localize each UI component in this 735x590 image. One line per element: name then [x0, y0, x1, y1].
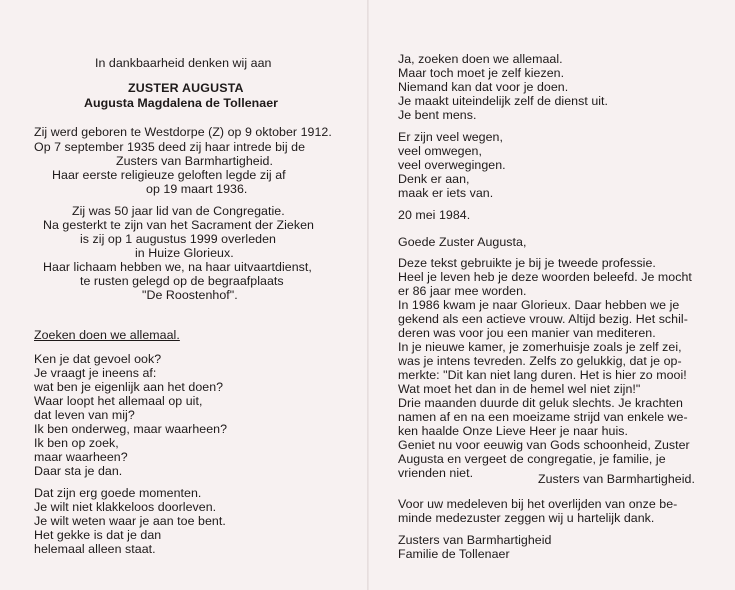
poem-line: Maar toch moet je zelf kiezen.	[398, 66, 565, 80]
letter-salutation: Goede Zuster Augusta,	[398, 235, 527, 249]
letter-line: Augusta en vergeet de congregatie, je familie, je	[398, 452, 666, 466]
poem-line: Ja, zoeken doen we allemaal.	[398, 52, 563, 66]
poem-line: Dat zijn erg goede momenten.	[34, 486, 202, 500]
poem-line: Het gekke is dat je dan	[34, 528, 162, 542]
letter-line: ken haalde Onze Lieve Heer je naar huis.	[398, 424, 628, 438]
letter-line: gekend als een actieve vrouw. Altijd bezig. Het schil-	[398, 312, 688, 326]
poem-line: Denk er aan,	[398, 172, 470, 186]
poem-line: Je wilt niet klakkeloos doorleven.	[34, 500, 217, 514]
bio-line: Haar lichaam hebben we, na haar uitvaartdienst,	[43, 260, 312, 274]
card-fold	[367, 0, 369, 590]
letter-line: In je nieuwe kamer, je zomerhuisje zoals je zelf zei,	[398, 340, 682, 354]
letter-line: Geniet nu voor eeuwig van Gods schoonheid, Zuster	[398, 438, 690, 452]
closing-line: Zusters van Barmhartigheid	[398, 533, 552, 547]
name-caps: ZUSTER AUGUSTA	[128, 81, 244, 95]
letter-line: merkte: "Dit kan niet lang duren. Het is hier zo mooi!	[398, 368, 687, 382]
bio-line: Haar eerste religieuze geloften legde zij af	[52, 168, 286, 182]
letter-line: Deze tekst gebruikte je bij je tweede professie.	[398, 256, 656, 270]
poem-line: helemaal alleen staat.	[34, 542, 156, 556]
letter-line: vrienden niet.	[398, 466, 474, 480]
letter-line: Wat moet het dan in de hemel wel niet zijn!"	[398, 382, 641, 396]
poem-line: maar waarheen?	[34, 450, 128, 464]
poem-line: Ken je dat gevoel ook?	[34, 352, 162, 366]
bio-line: op 19 maart 1936.	[146, 182, 248, 196]
bio-line: te rusten gelegd op de begraafplaats	[80, 274, 284, 288]
poem-line: Daar sta je dan.	[34, 464, 123, 478]
bio-line: Op 7 september 1935 deed zij haar intrede bij de	[34, 140, 306, 154]
poem-line: Je wilt weten waar je aan toe bent.	[34, 514, 226, 528]
poem-line: Niemand kan dat voor je doen.	[398, 80, 569, 94]
bio-line: "De Roostenhof".	[142, 288, 238, 302]
letter-line: Drie maanden duurde dit geluk slechts. Je krachten	[398, 396, 683, 410]
letter-line: er 86 jaar mee worden.	[398, 284, 527, 298]
intro-line: In dankbaarheid denken wij aan	[95, 56, 272, 70]
poem-line: veel omwegen,	[398, 144, 482, 158]
poem-line: Ik ben onderweg, maar waarheen?	[34, 422, 228, 436]
poem-line: maak er iets van.	[398, 186, 494, 200]
poem-line: Je bent mens.	[398, 108, 477, 122]
poem-title: Zoeken doen we allemaal.	[34, 328, 180, 342]
poem-date: 20 mei 1984.	[398, 208, 471, 222]
letter-line: was je intens tevreden. Zelfs zo gelukkig, dat je op-	[398, 354, 682, 368]
poem-line: dat leven van mij?	[34, 408, 135, 422]
poem-line: Waar loopt het allemaal op uit,	[34, 394, 203, 408]
bio-line: Na gesterkt te zijn van het Sacrament der Zieken	[43, 218, 314, 232]
full-name: Augusta Magdalena de Tollenaer	[84, 96, 279, 110]
bio-line: is zij op 1 augustus 1999 overleden	[80, 232, 277, 246]
poem-line: wat ben je eigenlijk aan het doen?	[34, 380, 224, 394]
letter-signature: Zusters van Barmhartigheid.	[538, 472, 695, 486]
thanks-line: Voor uw medeleven bij het overlijden van onze be-	[398, 497, 678, 511]
poem-line: veel overwegingen.	[398, 158, 506, 172]
bio-line: Zij was 50 jaar lid van de Congregatie.	[72, 204, 285, 218]
poem-line: Ik ben op zoek,	[34, 436, 119, 450]
bio-line: Zusters van Barmhartigheid.	[116, 154, 273, 168]
letter-line: deren was voor jou een manier van mediteren.	[398, 326, 656, 340]
letter-line: namen af en na een moeizame strijd van enkele we-	[398, 410, 688, 424]
poem-line: Er zijn veel wegen,	[398, 130, 503, 144]
poem-line: Je vraagt je ineens af:	[34, 366, 157, 380]
poem-line: Je maakt uiteindelijk zelf de dienst uit.	[398, 94, 609, 108]
letter-line: In 1986 kwam je naar Glorieux. Daar hebben we je	[398, 298, 680, 312]
bio-line: in Huize Glorieux.	[135, 246, 234, 260]
thanks-line: minde medezuster zeggen wij u hartelijk dank.	[398, 511, 655, 525]
closing-line: Familie de Tollenaer	[398, 547, 510, 561]
letter-line: Heel je leven heb je deze woorden beleefd. Je mocht	[398, 270, 692, 284]
bio-line: Zij werd geboren te Westdorpe (Z) op 9 oktober 1912.	[34, 125, 332, 139]
